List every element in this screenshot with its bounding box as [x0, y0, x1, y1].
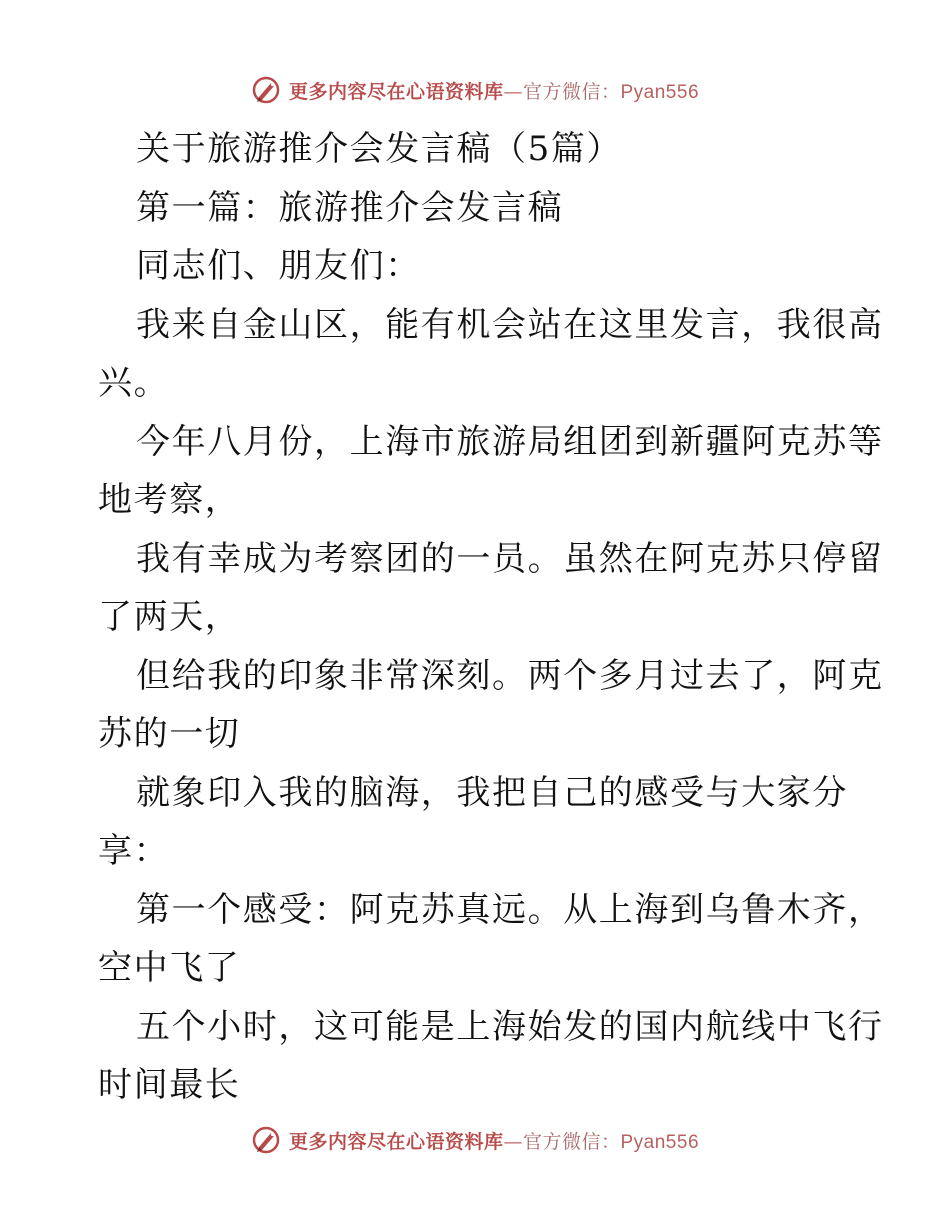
- text-line: 我来自金山区，能有机会站在这里发言，我很高: [136, 304, 884, 345]
- text-line: 地考察，: [98, 480, 241, 520]
- wechat-label: 官方微信：: [522, 80, 621, 103]
- header-watermark-banner: [0, 70, 950, 110]
- text-line: 但给我的印象非常深刻。两个多月过去了，阿克: [136, 655, 884, 696]
- wechat-account: Pyan556: [620, 81, 700, 103]
- text-line: 同志们、朋友们：: [136, 246, 421, 286]
- text-line: 享：: [98, 831, 170, 871]
- text-line: 空中飞了: [98, 948, 241, 988]
- text-line: 第一篇：旅游推介会发言稿: [136, 187, 564, 228]
- banner-dash: —: [503, 80, 523, 103]
- promo-text: 更多内容尽在心语资料库: [288, 1130, 504, 1153]
- pen-logo-icon: [251, 1125, 281, 1155]
- wechat-account: Pyan556: [620, 1131, 700, 1153]
- text-line: 兴。: [98, 363, 170, 403]
- text-line: 就象印入我的脑海，我把自己的感受与大家分: [136, 772, 848, 813]
- text-line: 五个小时，这可能是上海始发的国内航线中飞行: [136, 1006, 884, 1047]
- text-line: 第一个感受：阿克苏真远。从上海到乌鲁木齐，: [136, 889, 884, 930]
- text-line: 关于旅游推介会发言稿（5篇）: [136, 129, 623, 169]
- text-line: 苏的一切: [98, 714, 241, 754]
- text-line: 我有幸成为考察团的一员。虽然在阿克苏只停留: [136, 538, 884, 579]
- document-body: [98, 120, 884, 1115]
- banner-dash: —: [503, 1130, 523, 1153]
- footer-watermark-banner: [0, 1120, 950, 1160]
- text-line: 今年八月份，上海市旅游局组团到新疆阿克苏等: [136, 421, 884, 462]
- pen-logo-icon: [251, 75, 281, 105]
- wechat-label: 官方微信：: [522, 1130, 621, 1153]
- text-line: 时间最长: [98, 1065, 241, 1105]
- text-line: 了两天，: [98, 597, 241, 637]
- promo-text: 更多内容尽在心语资料库: [288, 80, 504, 103]
